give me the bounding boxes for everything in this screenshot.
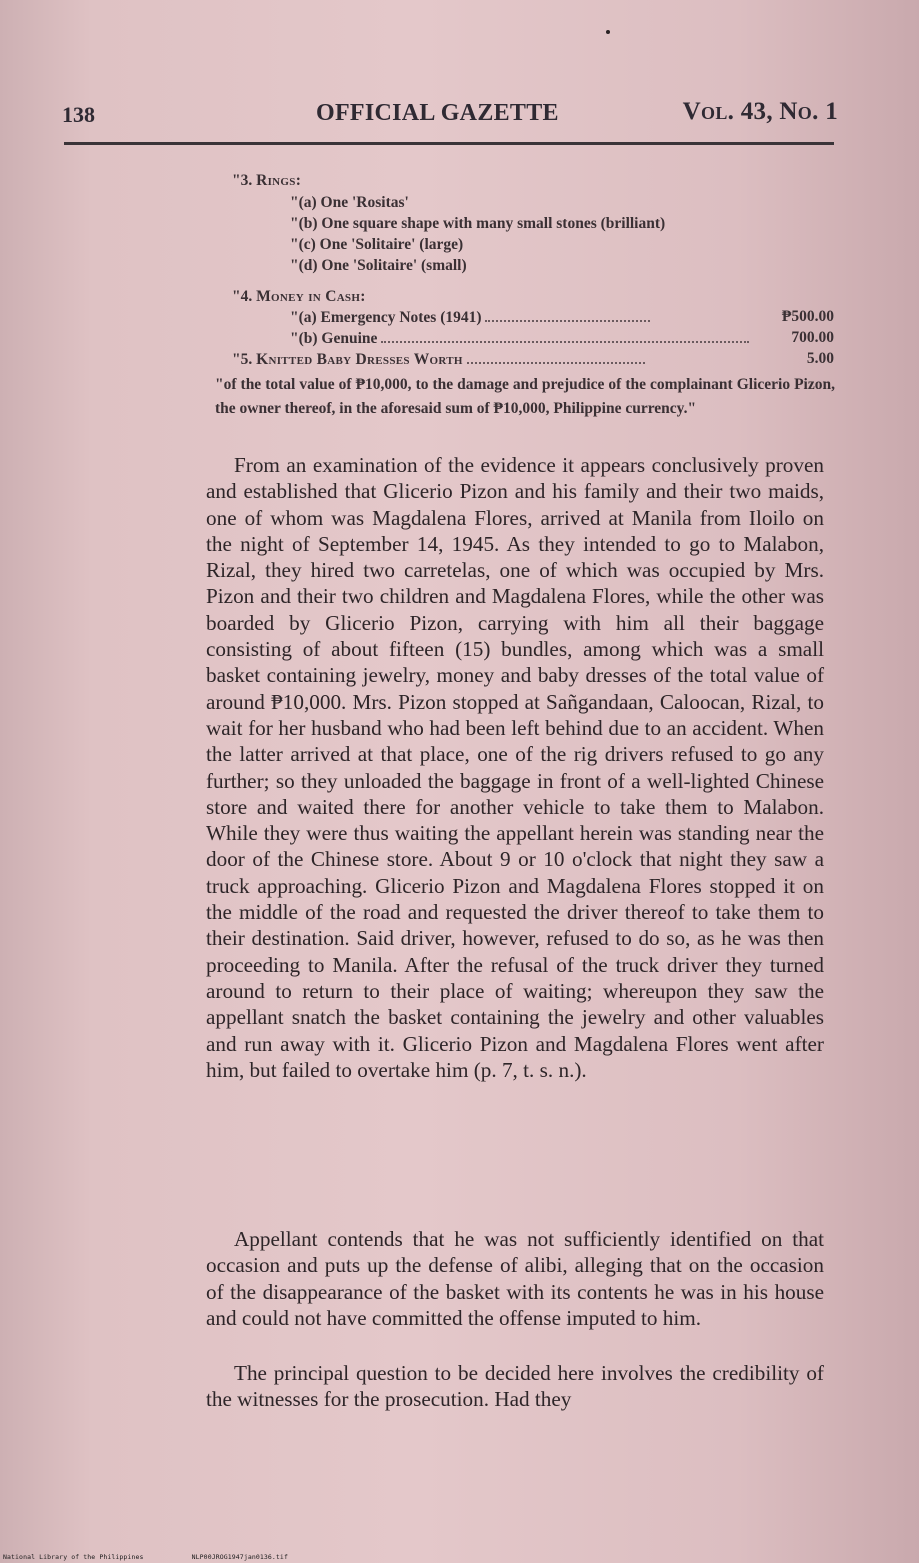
body-paragraph: The principal question to be decided here involves the credibility of the witnesses for the prosecution. Had they [206,1361,824,1412]
ring-item: "(a) One 'Rositas' [290,194,409,211]
ring-item: "(c) One 'Solitaire' (large) [290,236,464,253]
volume-issue: Vol. 43, No. 1 [682,98,838,125]
scan-footer: National Library of the Philippines NLP00JROG1947jan0136.tif [3,1553,288,1561]
ring-item: "(b) One square shape with many small stones (brilliant) [290,215,666,232]
dot-leader [485,308,650,322]
page-number: 138 [62,102,95,127]
money-item: "(a) Emergency Notes (1941) [290,308,650,328]
ring-item: "(d) One 'Solitaire' (small) [290,257,467,274]
page-header [62,98,838,134]
money-item: "(b) Genuine [290,329,749,349]
header-rule [64,142,834,145]
dot-leader [381,329,749,343]
money-amount: ₱500.00 [781,308,834,325]
money-heading: "4. Money in Cash: [232,288,366,305]
ink-speck [606,30,610,34]
money-amount: 700.00 [791,329,834,346]
dot-leader [467,350,645,364]
rings-heading: "3. Rings: [232,172,302,189]
body-paragraph: Appellant contends that he was not sufficiently identified on that occasion and puts up the defense of alibi, alleging that on the occasion of the disappearance of the basket with its contents he was in his house and could not have committed the offense imputed to him. [206,1227,824,1330]
dresses-amount: 5.00 [806,350,834,367]
quoted-information-closing: "of the total value of ₱10,000, to the damage and prejudice of the complainant Glicerio Pizon, the owner thereof, in the aforesaid sum of ₱10,000, Philippine currency." [215,376,835,417]
dresses-item: "5. Knitted Baby Dresses Worth [232,350,645,370]
body-paragraph: From an examination of the evidence it appears conclusively proven and established that Glicerio Pizon and his family and their two maids, one of whom was Magdalena Flores, arrived at Manila from Iloilo on the night of September 14, 1945. As they intended to go to Malabon, Rizal, they hired two carretelas, one of which was occupied by Mrs. Pizon and their two children and Magdalena Flores, while the other was boarded by Glicerio Pizon, carrying with him all their baggage consisting of about fifteen (15) bundles, among which was a small basket containing jewelry, money and baby dresses of the total value of around ₱10,000. Mrs. Pizon stopped at Sañgandaan, Caloocan, Rizal, to wait for her husband who had been left behind due to an accident. When the latter arrived at that place, one of the rig drivers refused to go any further; so they unloaded the baggage in front of a well-lighted Chinese store and waited there for another vehicle to take them to Malabon. While they were thus waiting the appellant herein was standing near the door of the Chinese store. About 9 or 10 o'clock that night they saw a truck approaching. Glicerio Pizon and Magdalena Flores stopped it on the middle of the road and requested the driver thereof to take them to their destination. Said driver, however, refused to do so, as he was then proceeding to Manila. After the refusal of the truck driver they turned around to return to their place of waiting; whereupon they saw the appellant snatch the basket containing the jewelry and other valuables and run away with it. Glicerio Pizon and Magdalena Flores went after him, but failed to overtake him (p. 7, t. s. n.). [206,453,824,1082]
journal-title: OFFICIAL GAZETTE [316,100,559,126]
